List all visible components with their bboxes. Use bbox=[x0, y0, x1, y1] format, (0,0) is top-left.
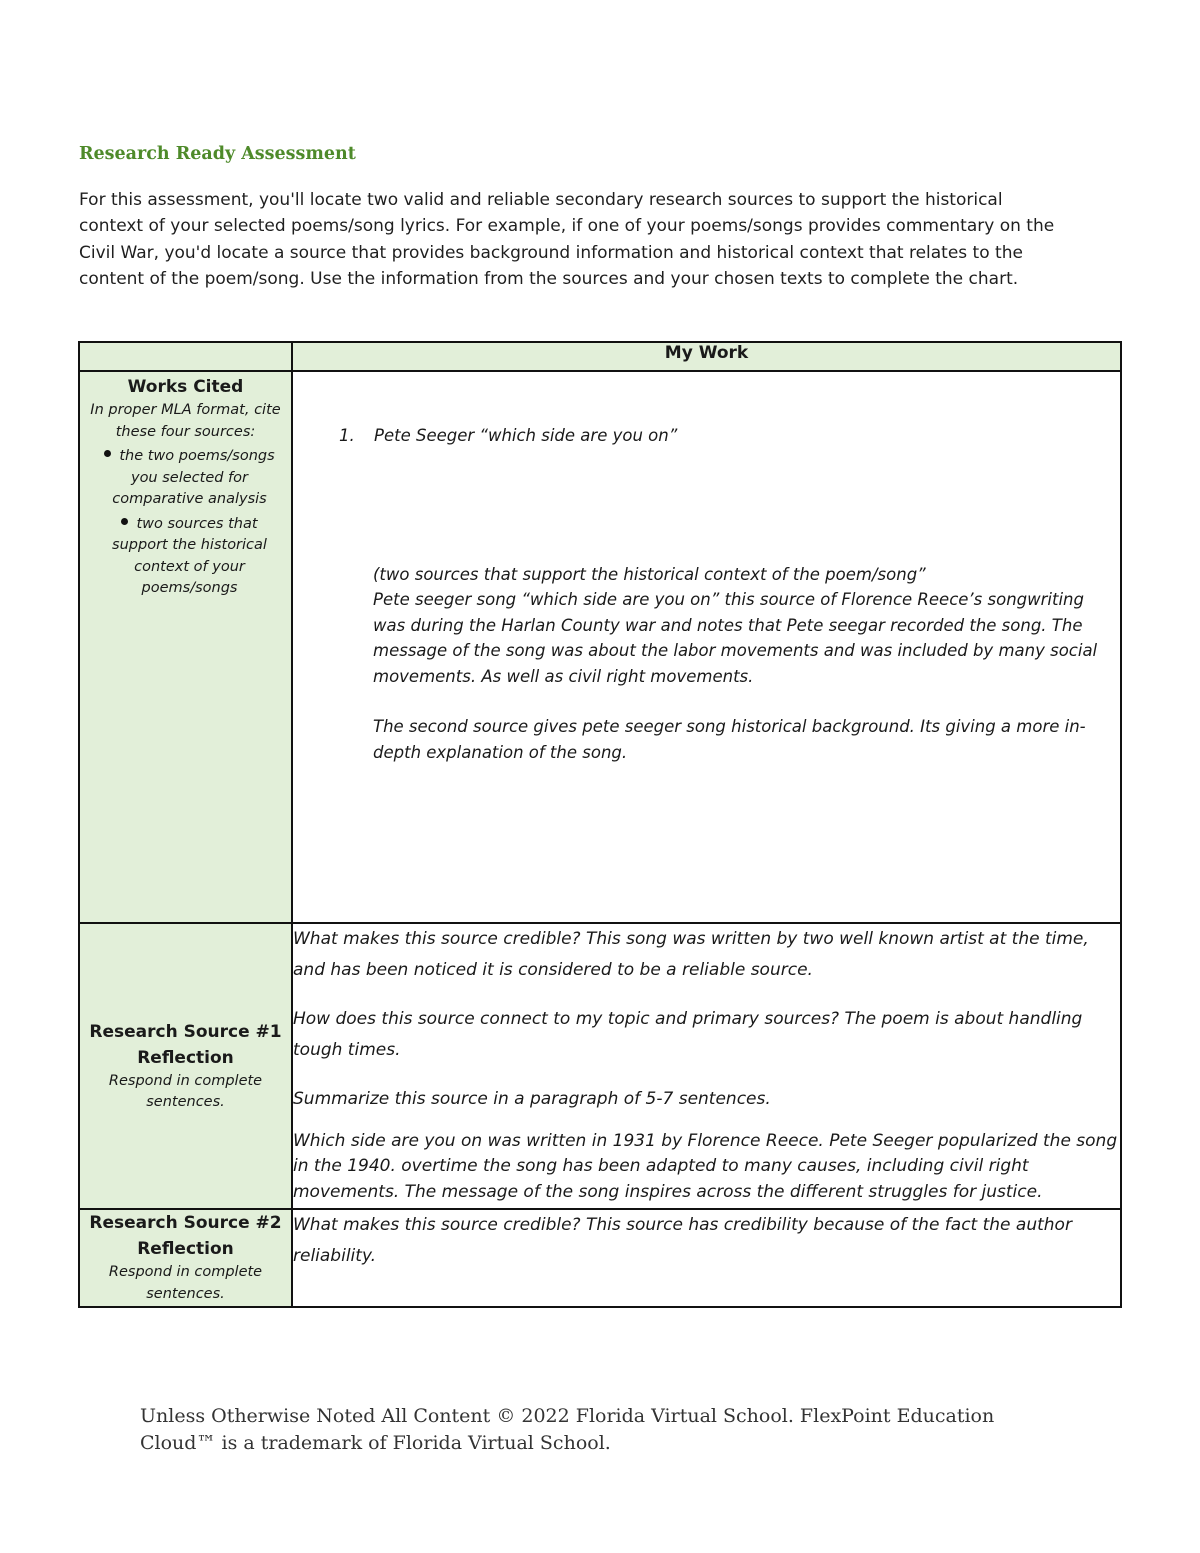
source2-label-cell bbox=[79, 1209, 292, 1307]
works-cited-label: Works Cited bbox=[127, 377, 244, 397]
source1-label-line1: Research Source #1 bbox=[89, 1021, 282, 1042]
footer-line-2: Cloud™ is a trademark of Florida Virtual School. bbox=[140, 1432, 611, 1454]
source1-credible: What makes this source credible? This song was written by two well known artist at the time, and has been noticed it is considered to be a reliable source. bbox=[293, 929, 1089, 980]
source-notes-body: Pete seeger song “which side are you on” this source of Florence Reece’s songwriting was during the Harlan County war and notes that Pete seegar recorded the song. The message of the song was about the labor movements and was included by many social movements. As well as civil right movements. bbox=[373, 590, 1098, 686]
source1-label-cell bbox=[79, 923, 292, 1209]
works-cited-bullets bbox=[80, 446, 291, 600]
source2-response-cell[interactable] bbox=[292, 1209, 1121, 1307]
header-my-work: My Work bbox=[292, 342, 1121, 371]
list-item: two sources that support the historical context of your poems/songs bbox=[112, 515, 267, 596]
header-left-cell bbox=[79, 342, 292, 371]
source-notes-heading: (two sources that support the historical context of the poem/song” bbox=[373, 564, 926, 584]
works-cited-label-cell bbox=[79, 371, 292, 923]
source-notes-second: The second source gives pete seeger song historical background. Its giving a more in-depth explanation of the song. bbox=[373, 717, 1086, 762]
page-title: Research Ready Assessment bbox=[79, 144, 356, 164]
source1-response-cell[interactable] bbox=[292, 923, 1121, 1209]
source1-instruction: Respond in complete sentences. bbox=[108, 1072, 263, 1110]
list-item: 1. Pete Seeger “which side are you on” bbox=[339, 426, 678, 445]
source1-summarize-prompt: Summarize this source in a paragraph of 5-7 sentences. bbox=[293, 1089, 771, 1109]
works-cited-response-cell[interactable] bbox=[292, 371, 1121, 923]
works-cited-instructions: In proper MLA format, cite these four sources: bbox=[90, 402, 281, 440]
source1-label-line2: Reflection bbox=[137, 1047, 234, 1068]
source2-row bbox=[79, 1209, 1121, 1307]
works-cited-list bbox=[293, 372, 1120, 449]
source2-credible: What makes this source credible? This source has credibility because of the fact the author reliability. bbox=[293, 1215, 1072, 1266]
source1-connect: How does this source connect to my topic and primary sources? The poem is about handling tough times. bbox=[293, 1009, 1083, 1060]
bullet-icon bbox=[121, 518, 128, 525]
footer-line-1: Unless Otherwise Noted All Content © 2022 Florida Virtual School. FlexPoint Education bbox=[140, 1405, 995, 1427]
source2-label-line2: Reflection bbox=[137, 1239, 234, 1259]
table-header-row bbox=[79, 342, 1121, 371]
source1-row bbox=[79, 923, 1121, 1209]
intro-paragraph: For this assessment, you'll locate two valid and reliable secondary research sources to support the historical context of your selected poems/song lyrics. For example, if one of your poems/songs provides commentary on the Civil War, you'd locate a source that provides background information and historical context that relates to the content of the poem/song. Use the information from the sources and your chosen texts to complete the chart. bbox=[79, 190, 1055, 289]
works-cited-row bbox=[79, 371, 1121, 923]
source1-summary: Which side are you on was written in 1931 by Florence Reece. Pete Seeger popularized the song in the 1940. overtime the song has been adapted to many causes, including civil right movements. The message of the song inspires across the different struggles for justice. bbox=[293, 1130, 1118, 1202]
bullet-icon bbox=[104, 450, 111, 457]
source2-instruction: Respond in complete sentences. bbox=[108, 1264, 263, 1302]
assessment-chart bbox=[78, 341, 1122, 1308]
source2-label-line1: Research Source #2 bbox=[89, 1213, 282, 1233]
footer-copyright bbox=[140, 1403, 1020, 1457]
source-notes bbox=[293, 449, 1120, 766]
list-item: the two poems/songs you selected for comparative analysis bbox=[102, 446, 277, 511]
